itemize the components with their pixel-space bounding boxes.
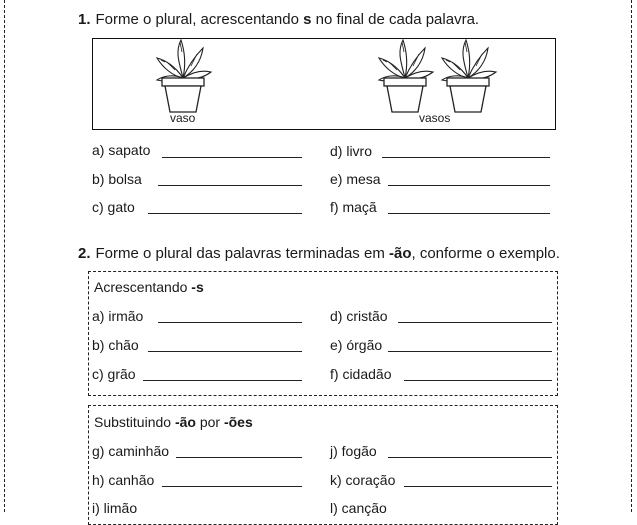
rule-box-add-s-title-bold: -s xyxy=(191,279,204,295)
question-2-text-end: , conforme o exemplo. xyxy=(411,245,560,262)
q2-answer-line-g[interactable] xyxy=(176,457,302,458)
q2-item-c: c) grão xyxy=(92,366,136,382)
q1-answer-line-f[interactable] xyxy=(388,213,550,214)
q2-answer-line-d[interactable] xyxy=(398,322,552,323)
q2-item-e: e) órgão xyxy=(330,337,383,353)
q2-item-d: d) cristão xyxy=(330,308,388,324)
q2-item-b: b) chão xyxy=(92,337,139,353)
plant-pot-icon xyxy=(442,40,496,112)
q2-answer-line-a[interactable] xyxy=(158,322,302,323)
q2-item-i: i) limão xyxy=(92,500,138,516)
q1-item-a: a) sapato xyxy=(92,142,151,158)
q1-answer-line-b[interactable] xyxy=(158,185,302,186)
q1-answer-line-a[interactable] xyxy=(162,157,302,158)
page-border-right xyxy=(631,0,632,512)
rule-box-add-s-title-text: Acrescentando xyxy=(94,279,192,295)
rule-box-replace-ao-title-mid: por xyxy=(195,414,224,430)
q2-answer-line-j[interactable] xyxy=(388,457,552,458)
question-2-text-bold: -ão xyxy=(388,245,412,262)
plant-pot-icon xyxy=(157,40,211,112)
question-1-text-end: no final de cada palavra. xyxy=(311,11,480,28)
question-1-text: Forme o plural, acrescentando xyxy=(95,11,304,28)
rule-box-add-s xyxy=(88,271,558,396)
q2-answer-line-h[interactable] xyxy=(162,486,302,487)
rule-box-replace-ao-title-bold2: -ões xyxy=(223,414,253,430)
rule-box-replace-ao-title-text: Substituindo xyxy=(94,414,175,430)
question-2-title xyxy=(78,245,560,263)
plant-illustrations xyxy=(92,38,556,130)
q2-item-j: j) fogão xyxy=(330,443,377,459)
plant-pot-icon xyxy=(379,40,433,112)
example-plant-box xyxy=(92,38,556,130)
q2-answer-line-f[interactable] xyxy=(404,380,552,381)
rule-box-replace-ao-title xyxy=(94,414,253,430)
q1-item-b: b) bolsa xyxy=(92,171,142,187)
q2-item-a: a) irmão xyxy=(92,308,144,324)
question-1-title xyxy=(78,11,479,29)
page-border-left xyxy=(4,0,5,512)
question-2-number: 2. xyxy=(78,245,91,262)
rule-box-replace-ao-title-bold1: -ão xyxy=(174,414,196,430)
q2-item-f: f) cidadão xyxy=(330,366,392,382)
q1-item-f: f) maçã xyxy=(330,199,377,215)
question-1-text-bold: s xyxy=(303,11,312,28)
q1-item-d: d) livro xyxy=(330,143,373,159)
q1-answer-line-e[interactable] xyxy=(388,185,550,186)
q2-answer-line-b[interactable] xyxy=(148,351,302,352)
q1-answer-line-c[interactable] xyxy=(148,213,302,214)
question-2-text: Forme o plural das palavras terminadas em xyxy=(95,245,389,262)
q2-answer-line-e[interactable] xyxy=(388,351,552,352)
q1-item-c: c) gato xyxy=(92,199,135,215)
example-singular-label: vaso xyxy=(170,111,196,125)
q2-answer-line-c[interactable] xyxy=(143,380,302,381)
q2-item-h: h) canhão xyxy=(92,472,155,488)
q1-item-e: e) mesa xyxy=(330,171,381,187)
rule-box-replace-ao xyxy=(88,405,558,525)
q2-item-k: k) coração xyxy=(330,472,396,488)
q2-answer-line-k[interactable] xyxy=(404,486,552,487)
q1-answer-line-d[interactable] xyxy=(382,157,550,158)
q2-item-g: g) caminhão xyxy=(92,443,170,459)
question-1-number: 1. xyxy=(78,11,91,28)
rule-box-add-s-title xyxy=(94,279,204,295)
q2-item-l: l) canção xyxy=(330,500,387,516)
example-plural-label: vasos xyxy=(419,111,451,125)
